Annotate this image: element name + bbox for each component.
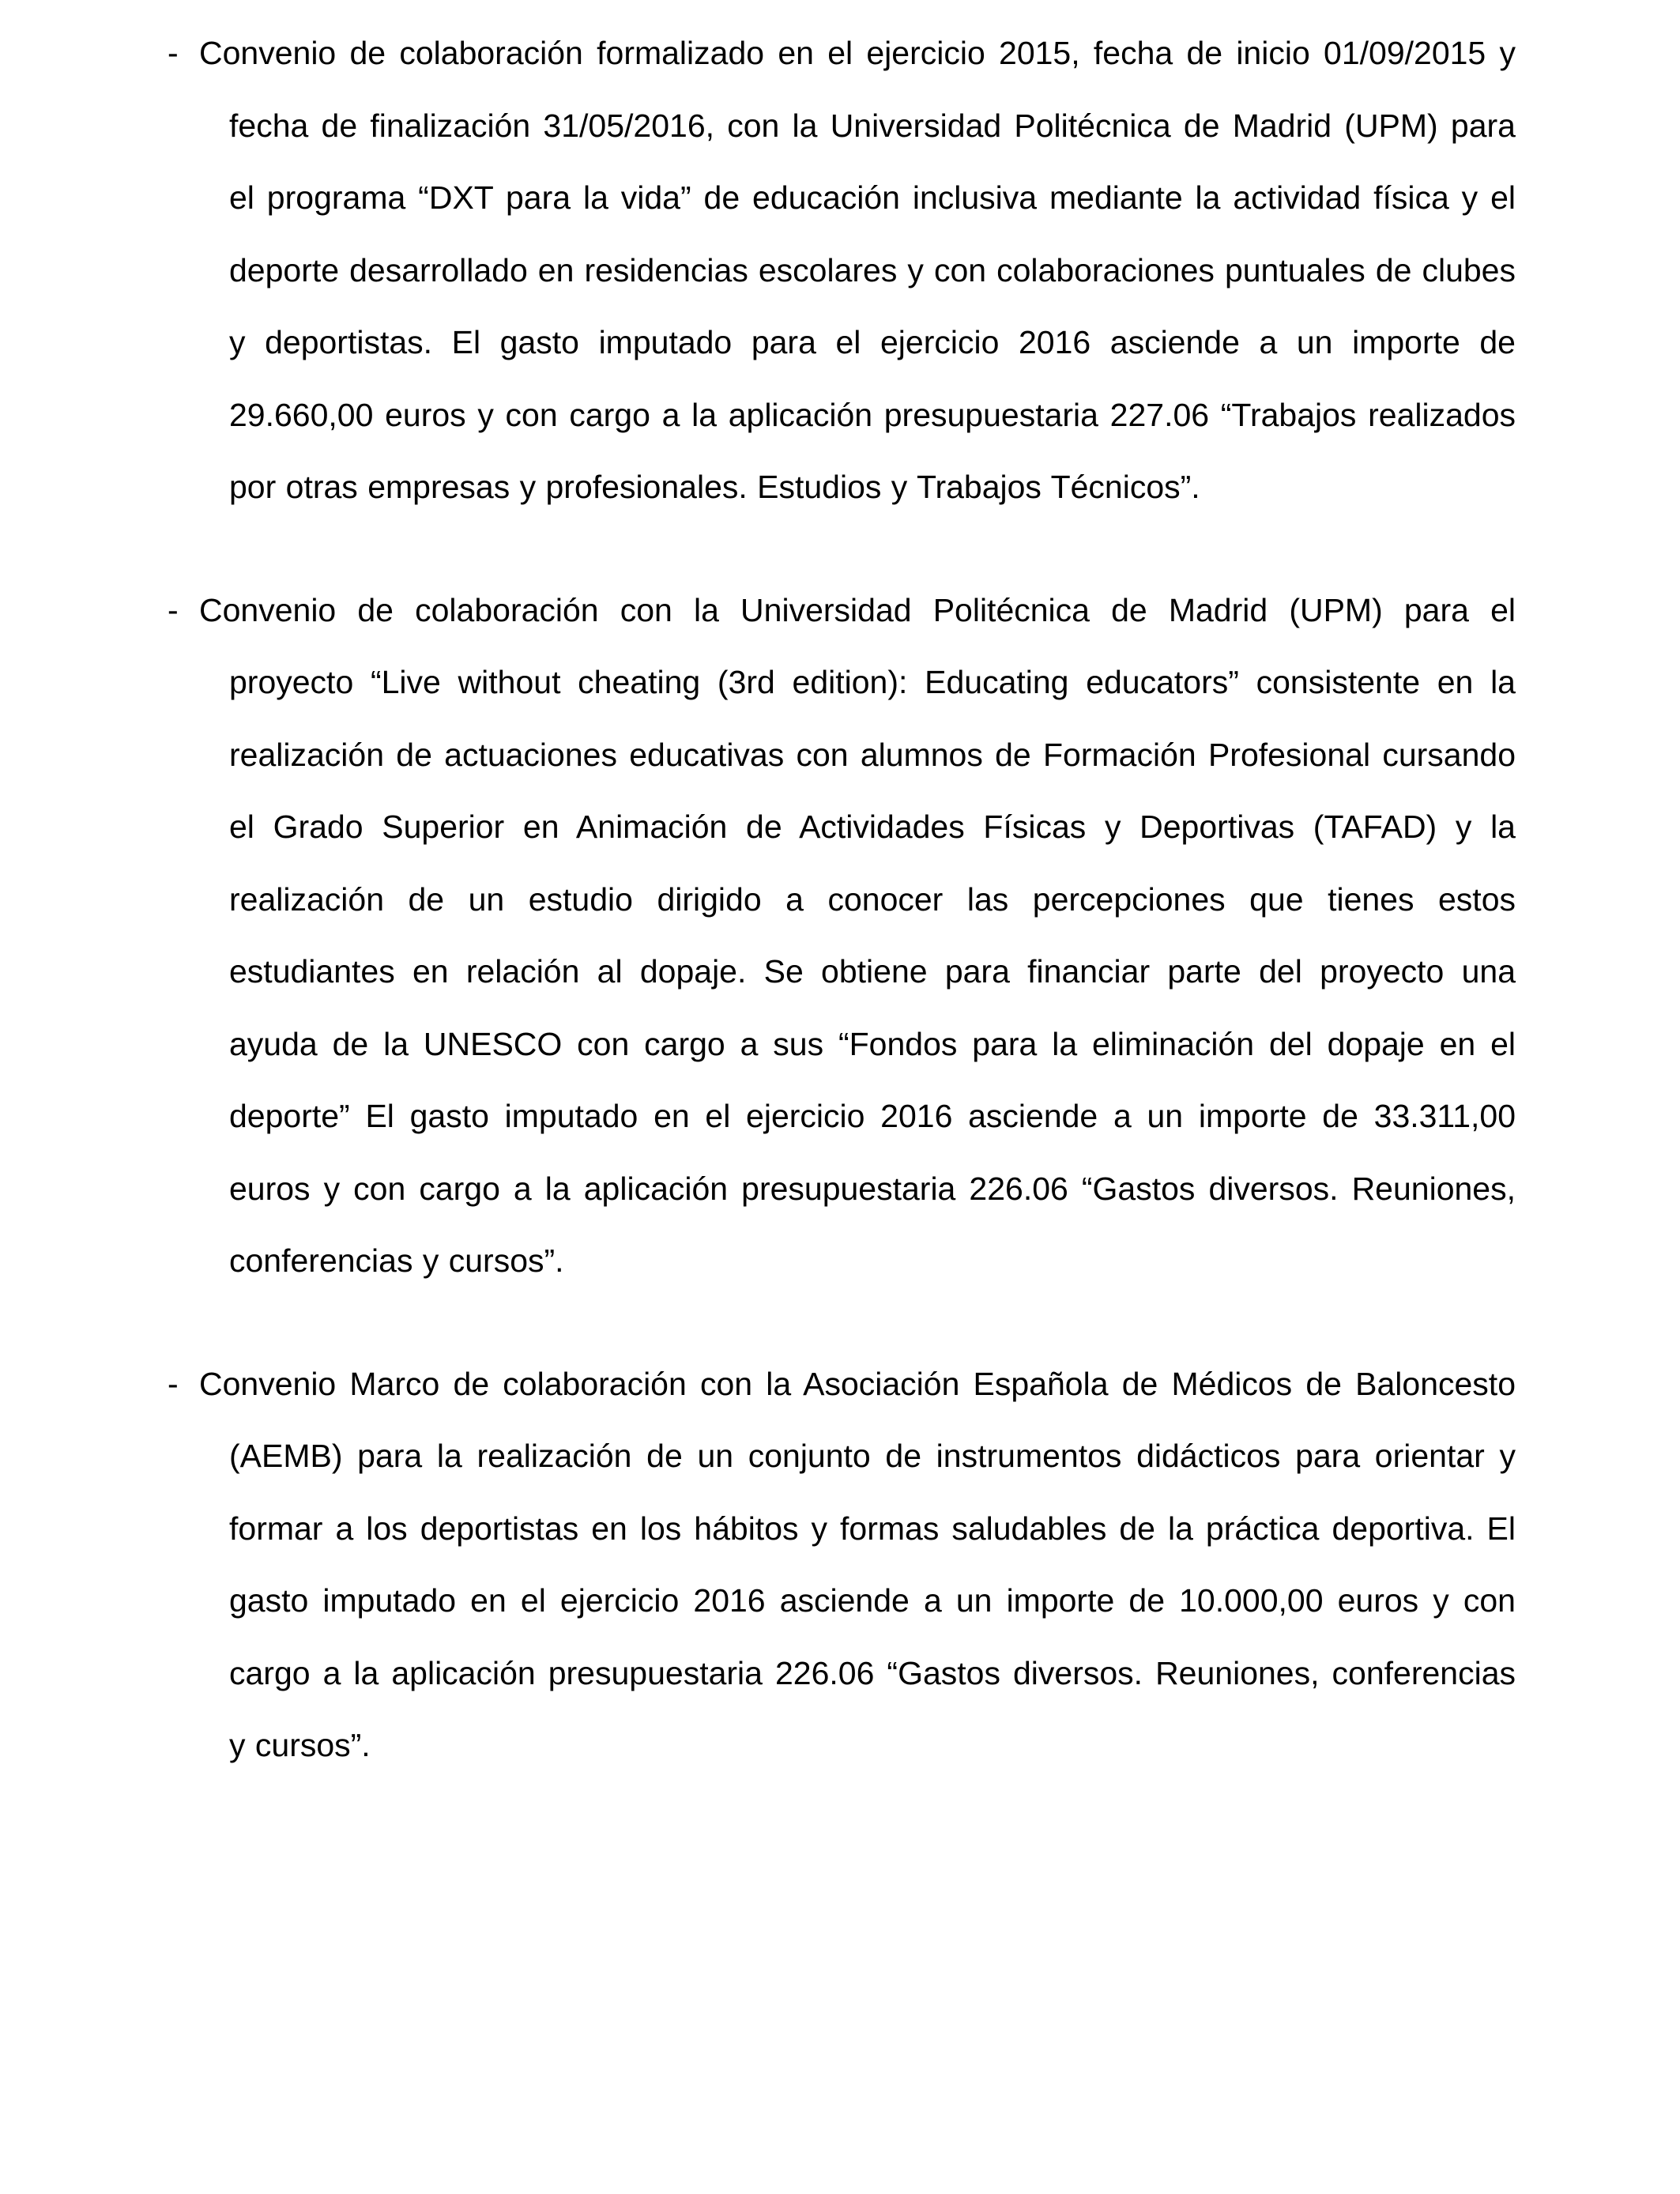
list-item [168, 1348, 1516, 1782]
list-item [168, 17, 1516, 524]
bullet-dash: - [168, 1365, 179, 1402]
list-item-text: Convenio de colaboración formalizado en el ejercicio 2015, fecha de inicio 01/09/2015 y fecha de finalización 31/05/2016, con la Universidad Politécnica de Madrid (UPM) para el programa “DXT para la vida” de educación inclusiva mediante la actividad física y el deporte desarrollado en residencias escolares y con colaboraciones puntuales de clubes y deportistas. El gasto imputado para el ejercicio 2016 asciende a un importe de 29.660,00 euros y con cargo a la aplicación presupuestaria 227.06 “Trabajos realizados por otras empresas y profesionales. Estudios y Trabajos Técnicos”. [199, 35, 1516, 505]
list-item-text: Convenio de colaboración con la Universidad Politécnica de Madrid (UPM) para el proyecto “Live without cheating (3rd edition): Educating educators” consistente en la realización de actuaciones educativas con alumnos de Formación Profesional cursando el Grado Superior en Animación de Actividades Físicas y Deportivas (TAFAD) y la realización de un estudio dirigido a conocer las percepciones que tienes estos estudiantes en relación al dopaje. Se obtiene para financiar parte del proyecto una ayuda de la UNESCO con cargo a sus “Fondos para la eliminación del dopaje en el deporte” El gasto imputado en el ejercicio 2016 asciende a un importe de 33.311,00 euros y con cargo a la aplicación presupuestaria 226.06 “Gastos diversos. Reuniones, conferencias y cursos”. [199, 591, 1516, 1279]
document-body [168, 17, 1516, 1782]
bullet-dash: - [168, 35, 179, 71]
bullet-dash: - [168, 591, 179, 628]
list-item [168, 575, 1516, 1298]
list-item-text: Convenio Marco de colaboración con la Asociación Española de Médicos de Baloncesto (AEMB) para la realización de un conjunto de instrumentos didácticos para orientar y formar a los deportistas en los hábitos y formas saludables de la práctica deportiva. El gasto imputado en el ejercicio 2016 asciende a un importe de 10.000,00 euros y con cargo a la aplicación presupuestaria 226.06 “Gastos diversos. Reuniones, conferencias y cursos”. [199, 1365, 1516, 1763]
